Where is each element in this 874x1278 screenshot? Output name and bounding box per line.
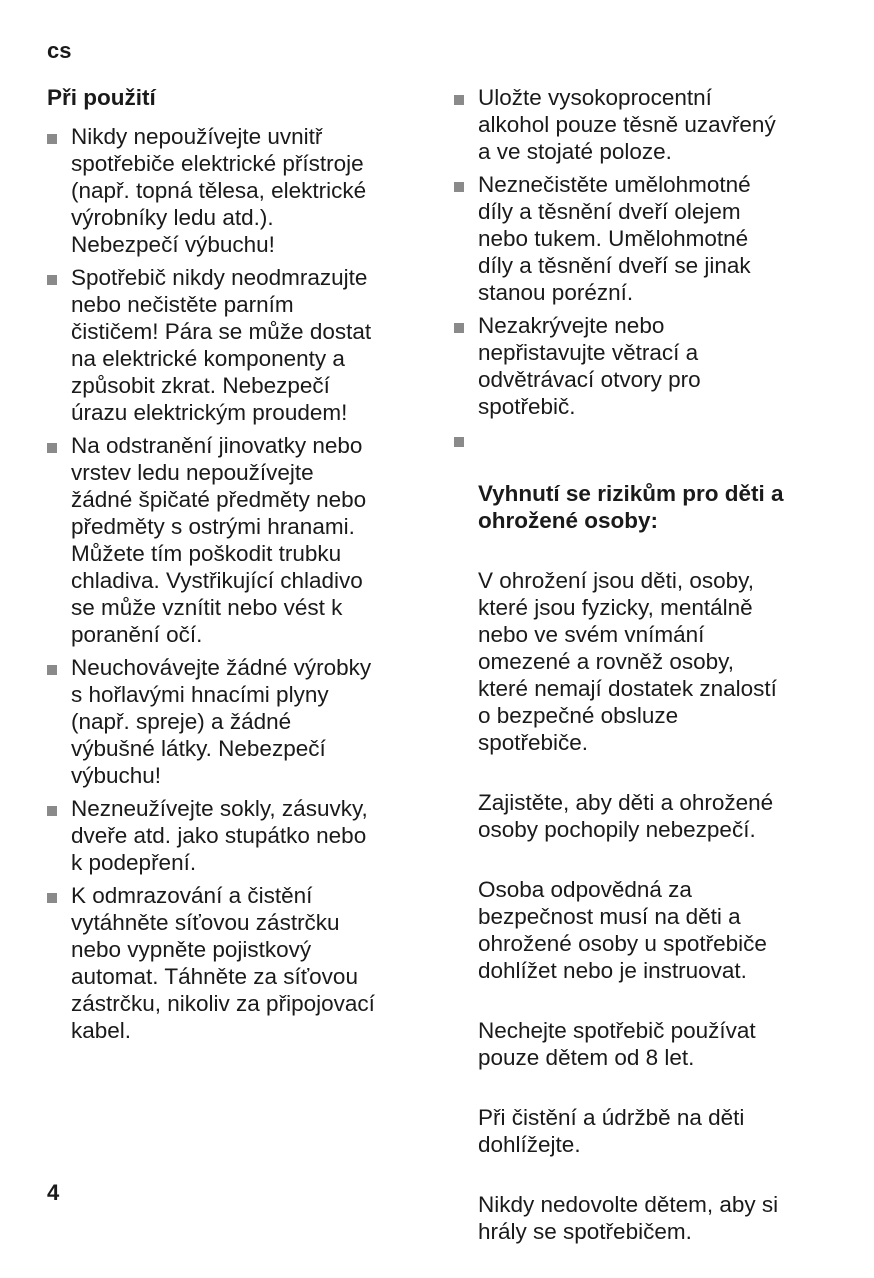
list-item: [454, 171, 834, 306]
square-bullet-icon: [47, 665, 57, 675]
section-heading: Při použití: [47, 85, 156, 110]
list-item-text: Uložte vysokoprocentní alkohol pouze těsně uzavřený a ve stojaté poloze.: [478, 85, 776, 164]
list-item-text: Nikdy nepoužívejte uvnitř spotřebiče elektrické přístroje (např. topná tělesa, elektrické výrobníky ledu atd.). Nebezpečí výbuchu!: [71, 124, 367, 257]
square-bullet-icon: [47, 134, 57, 144]
list-item: [47, 432, 419, 648]
children-safety-title: Vyhnutí se rizikům pro děti a ohrožené osoby:: [478, 481, 784, 533]
square-bullet-icon: [47, 806, 57, 816]
list-item: [47, 264, 419, 426]
left-bullet-list: [47, 123, 419, 1044]
list-item: [47, 654, 419, 789]
list-item: [47, 882, 419, 1044]
square-bullet-icon: [454, 95, 464, 105]
list-item-text: Nezakrývejte nebo nepřistavujte větrací a odvětrávací otvory pro spotřebič.: [478, 313, 701, 419]
right-bullet-list: [454, 84, 834, 1272]
square-bullet-icon: [47, 893, 57, 903]
list-item: [454, 312, 834, 420]
square-bullet-icon: [454, 323, 464, 333]
paragraph: Při čistění a údržbě na děti dohlížejte.: [478, 1105, 745, 1157]
paragraph: V ohrožení jsou děti, osoby, které jsou fyzicky, mentálně nebo ve svém vnímání omezené a rovněž osoby, které nemají dostatek znalostí o bezpečné obsluze spotřebiče.: [478, 568, 777, 755]
list-item-text: Neznečistěte umělohmotné díly a těsnění dveří olejem nebo tukem. Umělohmotné díly a těsnění dveří se jinak stanou porézní.: [478, 172, 751, 305]
page-number: 4: [47, 1180, 60, 1205]
square-bullet-icon: [47, 275, 57, 285]
square-bullet-icon: [454, 437, 464, 447]
children-safety-item: [454, 426, 834, 1272]
paragraph: Nechejte spotřebič používat pouze dětem od 8 let.: [478, 1018, 756, 1070]
square-bullet-icon: [454, 182, 464, 192]
paragraph: Osoba odpovědná za bezpečnost musí na děti a ohrožené osoby u spotřebiče dohlížet nebo je instruovat.: [478, 877, 767, 983]
list-item-text: Na odstranění jinovatky nebo vrstev ledu nepoužívejte žádné špičaté předměty nebo předměty s ostrými hranami. Můžete tím poškodit trubku chladiva. Vystřikující chladivo se může vznítit nebo vést k poranění očí.: [71, 433, 367, 647]
list-item-text: Spotřebič nikdy neodmrazujte nebo nečistěte parním čističem! Pára se může dostat na elektrické komponenty a způsobit zkrat. Nebezpečí úrazu elektrickým proudem!: [71, 265, 372, 425]
square-bullet-icon: [47, 443, 57, 453]
list-item: [454, 84, 834, 165]
right-column: [454, 84, 834, 1278]
paragraph: Nikdy nedovolte dětem, aby si hrály se spotřebičem.: [478, 1192, 779, 1244]
list-item-text: K odmrazování a čistění vytáhněte síťovou zástrčku nebo vypněte pojistkový automat. Táhněte za síťovou zástrčku, nikoliv za připojovací kabel.: [71, 883, 375, 1043]
left-column: [47, 84, 419, 1050]
list-item: [47, 795, 419, 876]
paragraph: Zajistěte, aby děti a ohrožené osoby pochopily nebezpečí.: [478, 790, 774, 842]
list-item: [47, 123, 419, 258]
list-item-text: Nezneužívejte sokly, zásuvky, dveře atd. jako stupátko nebo k podepření.: [71, 796, 368, 875]
language-code: cs: [47, 38, 72, 63]
list-item-text: Neuchovávejte žádné výrobky s hořlavými hnacími plyny (např. spreje) a žádné výbušné látky. Nebezpečí výbuchu!: [71, 655, 372, 788]
